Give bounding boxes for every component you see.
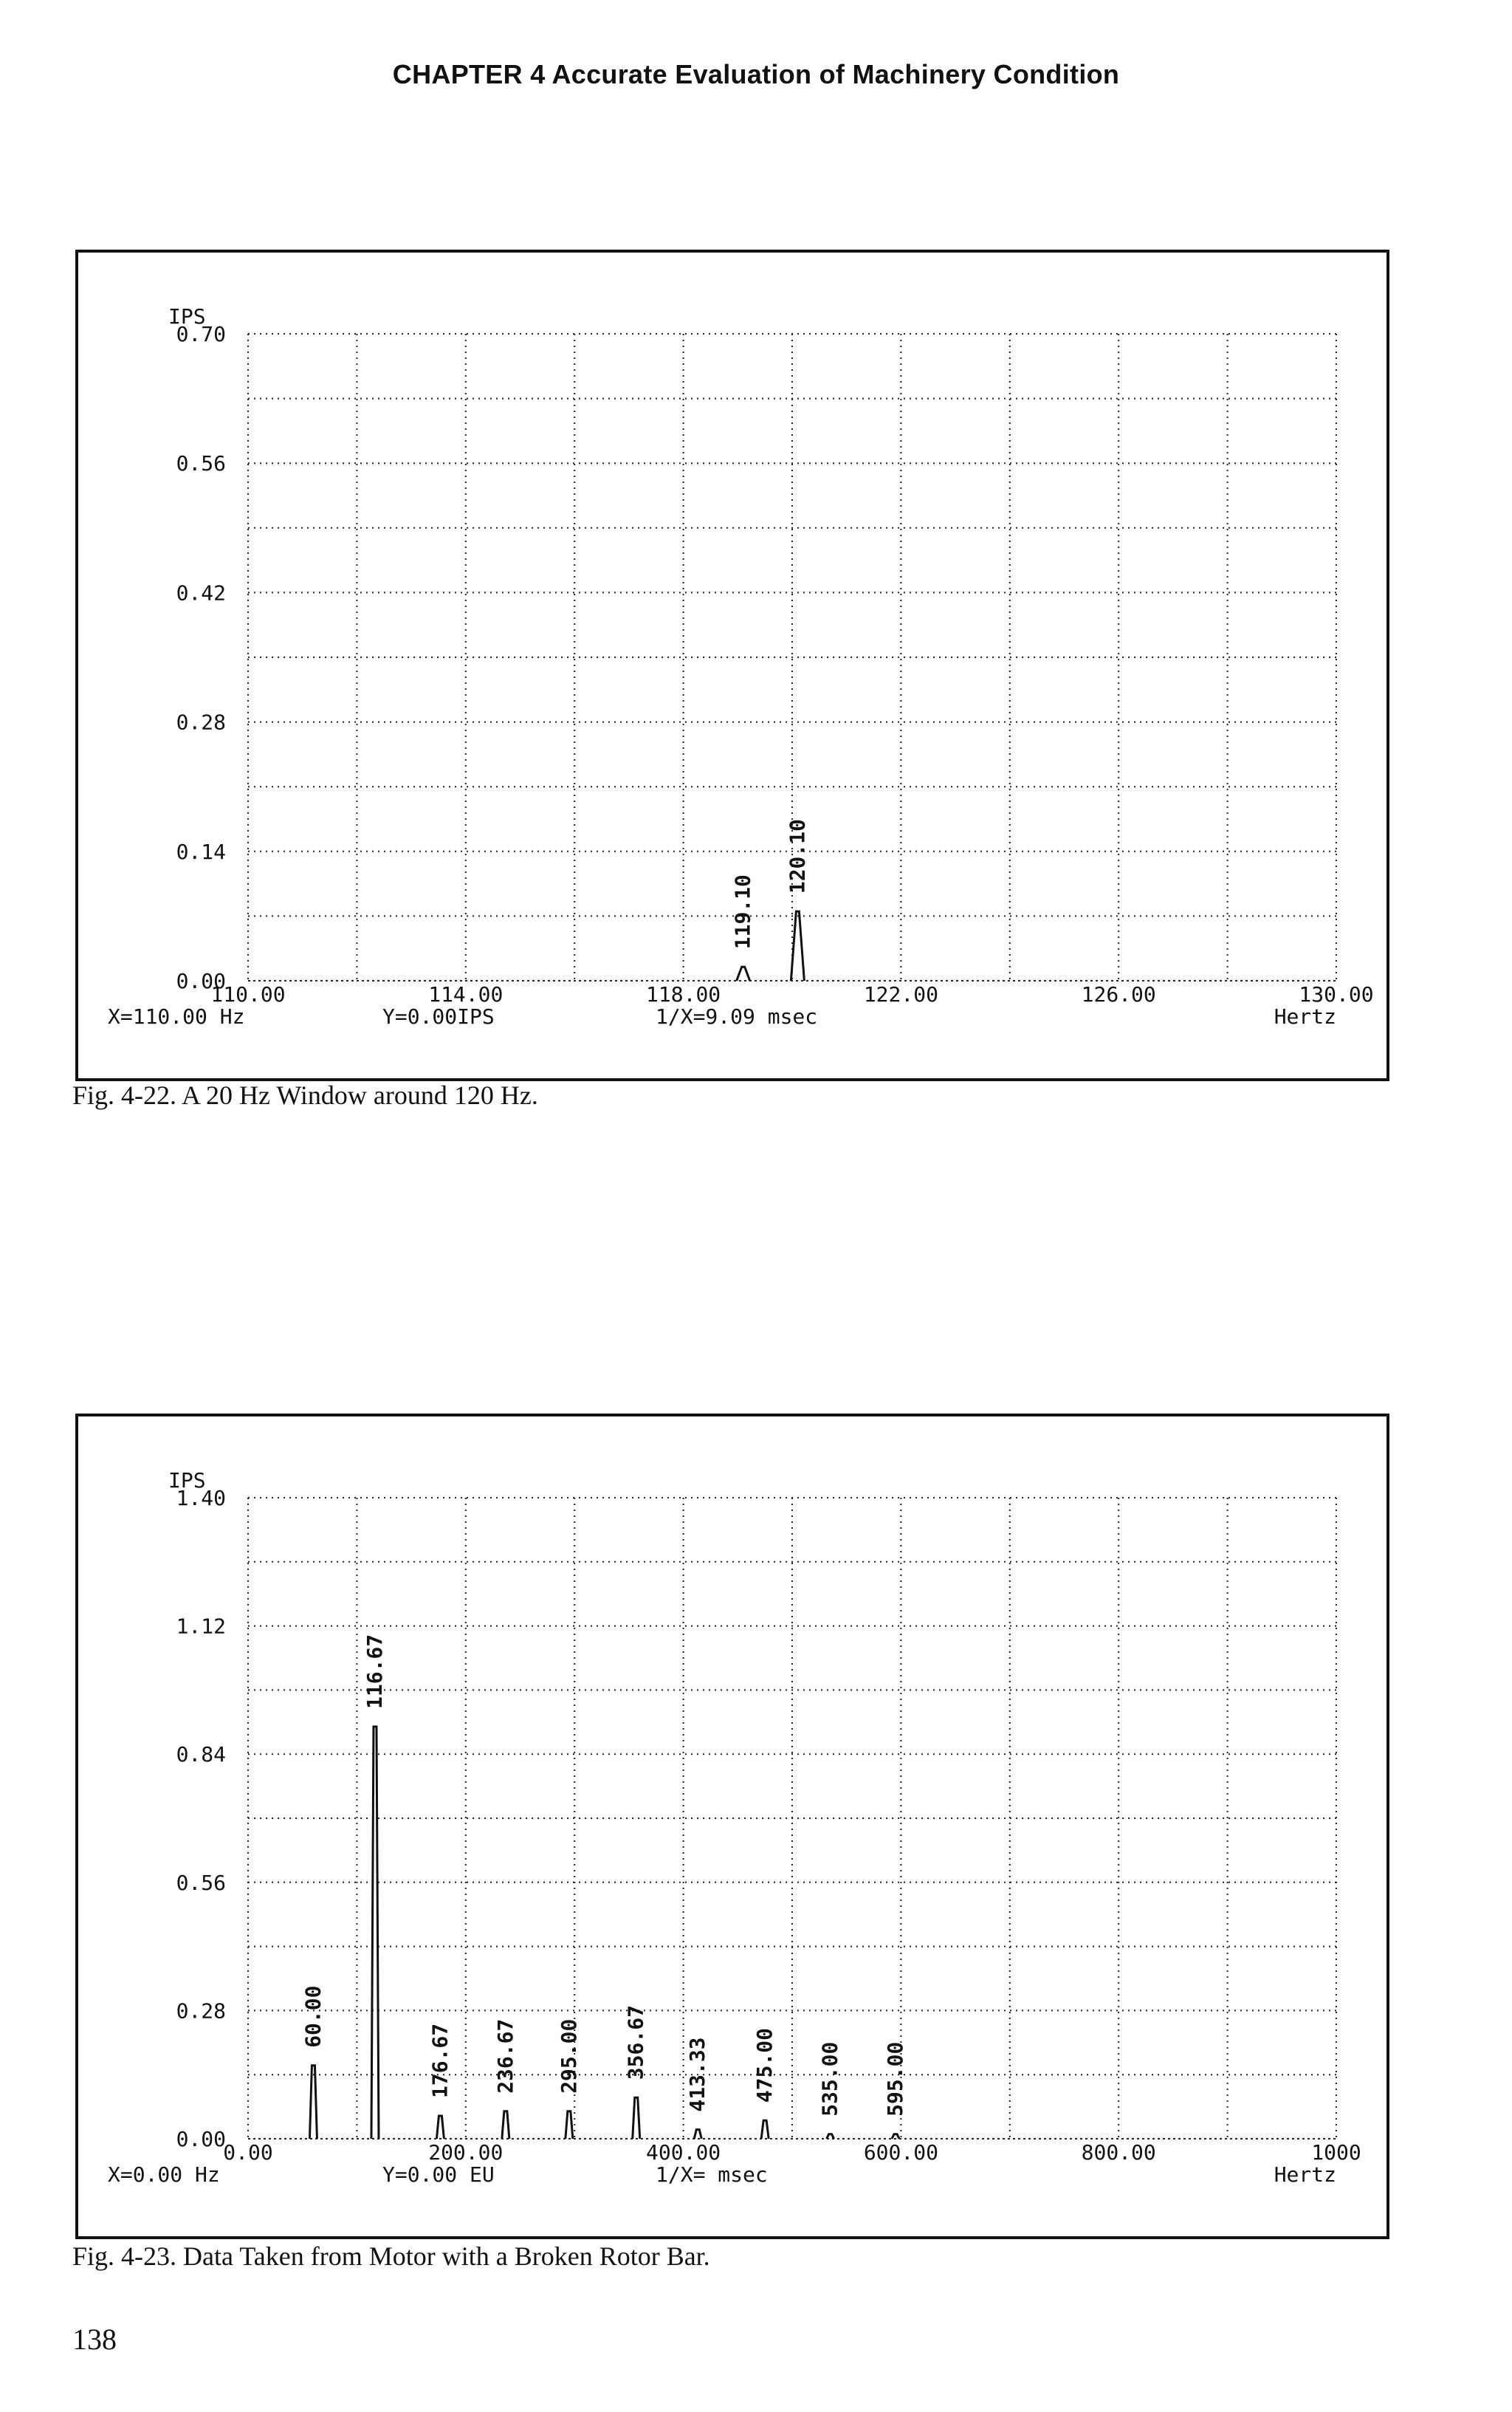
spectrum-chart-broken-rotor-bar — [78, 1416, 1386, 2236]
page-number: 138 — [72, 2323, 117, 2356]
x-tick-label: 118.00 — [646, 982, 721, 1007]
y-tick-label: 0.84 — [176, 1742, 226, 1767]
y-tick-label: 0.00 — [176, 969, 226, 993]
peak-label: 60.00 — [300, 1985, 326, 2048]
spectrum-peak — [827, 2134, 834, 2139]
x-axis-unit-label: Hertz — [1274, 1004, 1336, 1029]
spectrum-peak — [566, 2111, 573, 2139]
x-tick-label: 200.00 — [428, 2140, 504, 2165]
peak-label: 475.00 — [752, 2028, 777, 2103]
y-tick-label: 0.42 — [176, 580, 226, 606]
x-tick-label: 600.00 — [863, 2140, 938, 2165]
cursor-period-readout: 1/X= msec — [656, 2162, 768, 2187]
peak-label: 176.67 — [427, 2023, 453, 2098]
y-tick-label: 0.70 — [176, 322, 226, 346]
peak-label: 356.67 — [623, 2005, 648, 2080]
x-tick-label: 114.00 — [428, 982, 504, 1007]
peak-label: 595.00 — [883, 2041, 908, 2117]
spectrum-chart-120hz-window — [78, 253, 1386, 1078]
chapter-header: CHAPTER 4 Accurate Evaluation of Machinery Condition — [392, 59, 1120, 89]
peak-label: 116.67 — [362, 1634, 387, 1709]
y-tick-label: 1.40 — [176, 1486, 226, 1510]
x-tick-label: 126.00 — [1081, 982, 1156, 1007]
x-tick-label: 800.00 — [1081, 2140, 1156, 2165]
peak-label: 120.10 — [785, 818, 810, 894]
x-tick-label: 110.00 — [210, 982, 286, 1007]
x-tick-label: 122.00 — [863, 982, 938, 1007]
x-tick-label: 1000 — [1311, 2140, 1361, 2165]
spectrum-peak — [761, 2120, 769, 2139]
x-axis-unit-label: Hertz — [1274, 2162, 1336, 2187]
peak-label: 295.00 — [556, 2018, 581, 2094]
y-axis-unit-label: IPS — [168, 1468, 206, 1493]
cursor-x-readout: X=0.00 Hz — [108, 2162, 220, 2187]
y-axis-unit-label: IPS — [168, 304, 206, 329]
figure-4-22-caption: Fig. 4-22. A 20 Hz Window around 120 Hz. — [72, 1080, 538, 1110]
spectrum-peak — [633, 2097, 640, 2139]
spectrum-peak — [436, 2116, 444, 2139]
y-tick-label: 0.56 — [176, 1870, 226, 1895]
spectrum-peak — [371, 1727, 379, 2139]
y-tick-label: 0.28 — [176, 710, 226, 735]
y-tick-label: 0.00 — [176, 2127, 226, 2151]
x-tick-label: 130.00 — [1299, 982, 1374, 1007]
figure-4-23-caption: Fig. 4-23. Data Taken from Motor with a Broken Rotor Bar. — [72, 2241, 710, 2271]
x-tick-label: 400.00 — [646, 2140, 721, 2165]
y-tick-label: 0.28 — [176, 1998, 226, 2024]
cursor-x-readout: X=110.00 Hz — [108, 1004, 245, 1029]
cursor-y-readout: Y=0.00IPS — [382, 1004, 495, 1029]
spectrum-peak — [694, 2130, 701, 2139]
spectrum-peak — [502, 2111, 509, 2139]
spectrum-peak — [737, 967, 750, 981]
peak-label: 413.33 — [685, 2037, 710, 2112]
spectrum-peak — [791, 911, 804, 981]
figure-4-22 — [75, 250, 1389, 1081]
y-tick-label: 1.12 — [176, 1614, 226, 1639]
y-tick-label: 0.56 — [176, 451, 226, 476]
cursor-period-readout: 1/X=9.09 msec — [656, 1004, 818, 1029]
peak-label: 236.67 — [492, 2018, 518, 2094]
peak-label: 535.00 — [817, 2041, 842, 2117]
figure-4-23 — [75, 1414, 1389, 2239]
y-tick-label: 0.14 — [176, 839, 226, 864]
x-tick-label: 0.00 — [223, 2140, 273, 2165]
peak-label: 119.10 — [730, 874, 755, 950]
spectrum-peak — [309, 2066, 317, 2139]
cursor-y-readout: Y=0.00 EU — [382, 2162, 495, 2187]
